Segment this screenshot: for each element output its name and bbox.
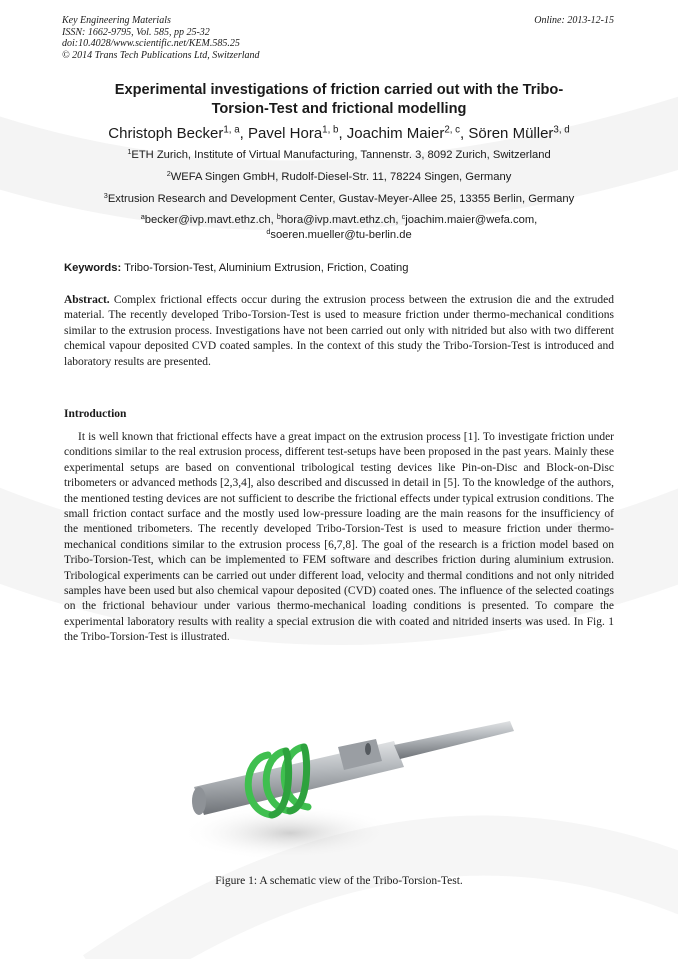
cylinder-end [192,787,206,815]
author: Sören Müller$^{3, d}$ [468,124,570,142]
author: Pavel Hora$^{1, b}$ [247,124,339,142]
affiliation: $^2$WEFA Singen GmbH, Rudolf-Diesel-Str. 11, 78224 Singen, Germany [166,169,512,183]
torsion-rod [394,721,514,759]
email-link[interactable]: soeren.mueller@tu-berlin.de [270,229,412,241]
section-heading: Introduction [64,408,127,420]
journal-issn: ISSN: 1662-9795, Vol. 585, pp 25-32 [62,26,210,38]
journal-doi: doi:10.4028/www.scientific.net/KEM.585.25 [62,38,240,49]
journal-copyright: © 2014 Trans Tech Publications Ltd, Switzerland [62,49,260,61]
abstract [64,293,614,370]
title-line: Torsion-Test and frictional modelling [211,101,467,117]
affiliation: $^1$ETH Zurich, Institute of Virtual Manufacturing, Tannenstr. 3, 8092 Zurich, Switzerland [127,147,551,161]
email-link[interactable]: hora@ivp.mavt.ethz.ch [280,214,396,226]
abstract-label: Abstract. [64,294,110,306]
author: Christoph Becker$^{1, a}$ [108,124,240,142]
keywords-label: Keywords: [64,262,122,274]
rod-joint [365,743,371,755]
journal-name: Key Engineering Materials [62,15,171,26]
email-link[interactable]: becker@ivp.mavt.ethz.ch [144,214,271,226]
author-list: Christoph Becker$^{1, a}$, Pavel Hora$^{1, b}$, Joachim Maier$^{2, c}$, Sören Müller$^{3, d}$ [108,124,570,142]
abstract-text: Complex frictional effects occur during the extrusion process between the extrusion die and the extruded material. The recently developed Tribo-Torsion-Test is used to measure friction under thermo-mechanical conditions similar to the extrusion process. Investigations have not been carried out only with nitrided but also with two different chemical vapour deposited CVD coated samples. In the context of this study the Tribo-Torsion-Test is introduced and laboratory results are presented. [64,294,614,368]
introduction-text: It is well known that frictional effects have a great impact on the extrusion process [1]. To investigate friction under conditions similar to the real extrusion process, different test-setups have been proposed in the past years. Mainly these experimental setups are based on conventional tribological testing devices like Pin-on-Disc and Block-on-Disc tribometers or advanced methods [2,3,4], also described and discussed in detail in [5]. To the knowledge of the authors, the mentioned testing devices are not sufficient to describe the frictional effects under typical extrusion conditions. The small friction contact surface and the mostly used low-pressure loading are the main reasons for the insufficiency of the mentioned tribometers. The recently developed Tribo-Torsion-Test is used to measure friction under thermo-mechanical conditions similar to the extrusion process [6,7,8]. The goal of the research is a friction model based on Tribo-Torsion-Test, which can be implemented to FEM software and describes friction during aluminium extrusion. Tribological experiments can be carried out under different load, velocity and thermal conditions and not only nitrided samples have been used but also chemical vapour deposited (CVD) coated ones. The influence of the selected coatings on the frictional behaviour under various thermo-mechanical loading conditions is presented. To compare the experimental laboratory results with reality a special extrusion die with coated and nitrided inserts was used. In Fig. 1 the Tribo-Torsion-Test is illustrated. [64,431,614,644]
tribo-torsion-test-figure [180,715,520,865]
keywords [64,262,408,274]
figure-caption: Figure 1: A schematic view of the Tribo-Torsion-Test. [215,875,463,887]
email-list: $^a$becker@ivp.mavt.ethz.ch, $^b$hora@ivp.mavt.ethz.ch, $^c$joachim.maier@wefa.com, $^d$soeren.mueller@tu-berlin.de [140,212,538,241]
paper-title [60,81,618,119]
journal-header [62,15,260,61]
affiliation: $^3$Extrusion Research and Development Center, Gustav-Meyer-Allee 25, 13355 Berlin, Germany [103,191,575,205]
author: Joachim Maier$^{2, c}$ [346,124,461,142]
email-link[interactable]: joachim.maier@wefa.com [405,214,535,226]
title-line: Experimental investigations of friction carried out with the Tribo- [114,82,564,98]
keywords-text: Tribo-Torsion-Test, Aluminium Extrusion, Friction, Coating [124,262,409,274]
online-date: Online: 2013-12-15 [534,15,614,26]
